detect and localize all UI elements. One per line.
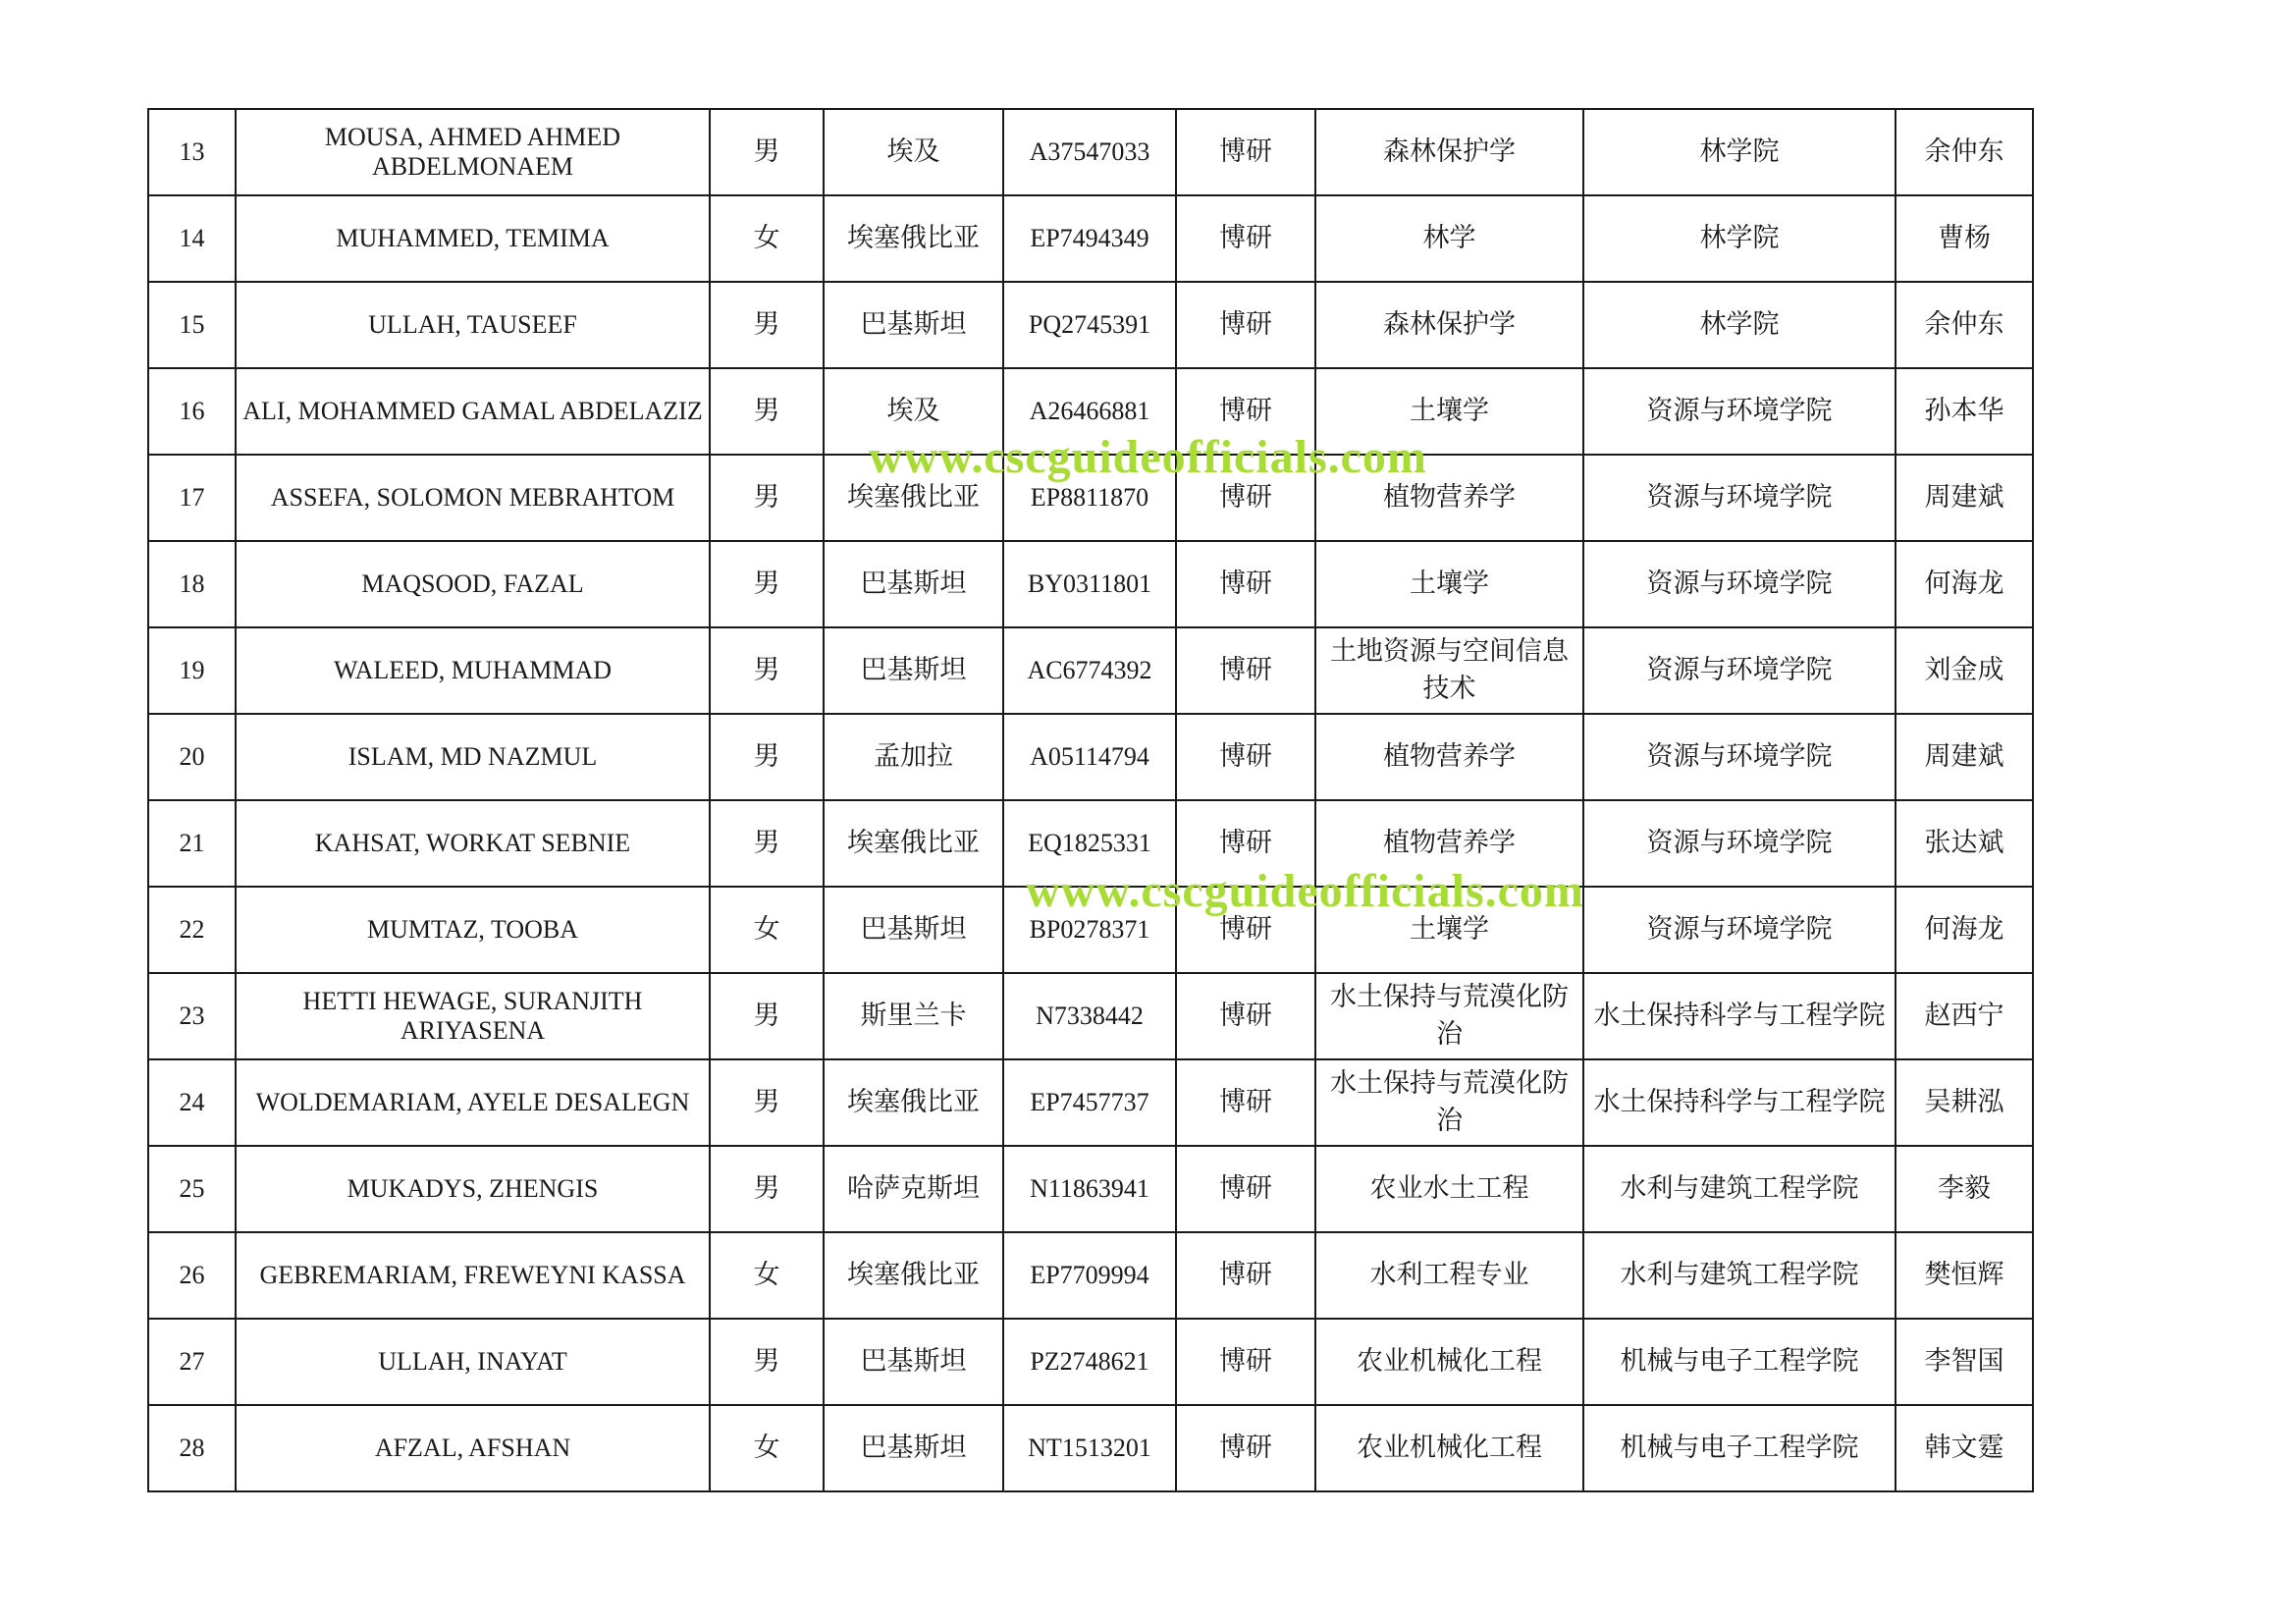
passport-number-cell: BP0278371: [1003, 887, 1176, 973]
name-cell: WALEED, MUHAMMAD: [236, 627, 710, 714]
supervisor-cell: 吴耕泓: [1896, 1059, 2033, 1146]
row-number-cell: 23: [148, 973, 236, 1059]
degree-type-cell: 博研: [1176, 800, 1315, 887]
passport-number-cell: A37547033: [1003, 109, 1176, 195]
gender-cell: 女: [710, 887, 824, 973]
major-cell: 农业机械化工程: [1315, 1319, 1583, 1405]
name-cell: ALI, MOHAMMED GAMAL ABDELAZIZ: [236, 368, 710, 455]
major-cell: 水利工程专业: [1315, 1232, 1583, 1319]
table-row: [148, 887, 2033, 973]
country-cell: 斯里兰卡: [824, 973, 1003, 1059]
name-cell: ULLAH, INAYAT: [236, 1319, 710, 1405]
college-cell: 林学院: [1583, 282, 1896, 368]
supervisor-cell: 余仲东: [1896, 282, 2033, 368]
supervisor-cell: 何海龙: [1896, 887, 2033, 973]
supervisor-cell: 张达斌: [1896, 800, 2033, 887]
gender-cell: 男: [710, 714, 824, 800]
gender-cell: 男: [710, 541, 824, 627]
degree-type-cell: 博研: [1176, 1146, 1315, 1232]
college-cell: 资源与环境学院: [1583, 455, 1896, 541]
college-cell: 资源与环境学院: [1583, 627, 1896, 714]
major-cell: 土壤学: [1315, 887, 1583, 973]
gender-cell: 男: [710, 109, 824, 195]
table-row: [148, 1232, 2033, 1319]
major-cell: 农业水土工程: [1315, 1146, 1583, 1232]
table-row: [148, 627, 2033, 714]
table-body: [148, 109, 2033, 1491]
major-cell: 森林保护学: [1315, 109, 1583, 195]
country-cell: 巴基斯坦: [824, 1319, 1003, 1405]
row-number-cell: 16: [148, 368, 236, 455]
gender-cell: 男: [710, 1059, 824, 1146]
country-cell: 哈萨克斯坦: [824, 1146, 1003, 1232]
country-cell: 巴基斯坦: [824, 887, 1003, 973]
table-row: [148, 1059, 2033, 1146]
country-cell: 巴基斯坦: [824, 282, 1003, 368]
degree-type-cell: 博研: [1176, 627, 1315, 714]
table-row: [148, 1319, 2033, 1405]
row-number-cell: 14: [148, 195, 236, 282]
degree-type-cell: 博研: [1176, 541, 1315, 627]
passport-number-cell: A05114794: [1003, 714, 1176, 800]
major-cell: 植物营养学: [1315, 455, 1583, 541]
name-cell: MAQSOOD, FAZAL: [236, 541, 710, 627]
major-cell: 农业机械化工程: [1315, 1405, 1583, 1491]
gender-cell: 女: [710, 1405, 824, 1491]
country-cell: 埃塞俄比亚: [824, 455, 1003, 541]
name-cell: WOLDEMARIAM, AYELE DESALEGN: [236, 1059, 710, 1146]
degree-type-cell: 博研: [1176, 109, 1315, 195]
college-cell: 水土保持科学与工程学院: [1583, 1059, 1896, 1146]
major-cell: 土壤学: [1315, 541, 1583, 627]
row-number-cell: 21: [148, 800, 236, 887]
passport-number-cell: EP7494349: [1003, 195, 1176, 282]
passport-number-cell: A26466881: [1003, 368, 1176, 455]
name-cell: ISLAM, MD NAZMUL: [236, 714, 710, 800]
table-row: [148, 1405, 2033, 1491]
country-cell: 埃及: [824, 368, 1003, 455]
table-row: [148, 1146, 2033, 1232]
name-cell: MUKADYS, ZHENGIS: [236, 1146, 710, 1232]
name-cell: HETTI HEWAGE, SURANJITH ARIYASENA: [236, 973, 710, 1059]
college-cell: 水利与建筑工程学院: [1583, 1146, 1896, 1232]
passport-number-cell: N11863941: [1003, 1146, 1176, 1232]
row-number-cell: 25: [148, 1146, 236, 1232]
gender-cell: 男: [710, 455, 824, 541]
name-cell: ASSEFA, SOLOMON MEBRAHTOM: [236, 455, 710, 541]
name-cell: KAHSAT, WORKAT SEBNIE: [236, 800, 710, 887]
degree-type-cell: 博研: [1176, 714, 1315, 800]
gender-cell: 女: [710, 1232, 824, 1319]
passport-number-cell: BY0311801: [1003, 541, 1176, 627]
supervisor-cell: 周建斌: [1896, 714, 2033, 800]
supervisor-cell: 曹杨: [1896, 195, 2033, 282]
degree-type-cell: 博研: [1176, 1059, 1315, 1146]
college-cell: 水利与建筑工程学院: [1583, 1232, 1896, 1319]
country-cell: 巴基斯坦: [824, 541, 1003, 627]
row-number-cell: 24: [148, 1059, 236, 1146]
passport-number-cell: N7338442: [1003, 973, 1176, 1059]
table-row: [148, 109, 2033, 195]
row-number-cell: 13: [148, 109, 236, 195]
degree-type-cell: 博研: [1176, 1232, 1315, 1319]
gender-cell: 男: [710, 1146, 824, 1232]
supervisor-cell: 刘金成: [1896, 627, 2033, 714]
supervisor-cell: 韩文霆: [1896, 1405, 2033, 1491]
row-number-cell: 19: [148, 627, 236, 714]
gender-cell: 男: [710, 1319, 824, 1405]
name-cell: ULLAH, TAUSEEF: [236, 282, 710, 368]
table-row: [148, 455, 2033, 541]
supervisor-cell: 赵西宁: [1896, 973, 2033, 1059]
passport-number-cell: PZ2748621: [1003, 1319, 1176, 1405]
gender-cell: 男: [710, 627, 824, 714]
degree-type-cell: 博研: [1176, 973, 1315, 1059]
supervisor-cell: 孙本华: [1896, 368, 2033, 455]
college-cell: 机械与电子工程学院: [1583, 1405, 1896, 1491]
row-number-cell: 26: [148, 1232, 236, 1319]
degree-type-cell: 博研: [1176, 1319, 1315, 1405]
country-cell: 埃塞俄比亚: [824, 1232, 1003, 1319]
major-cell: 森林保护学: [1315, 282, 1583, 368]
degree-type-cell: 博研: [1176, 195, 1315, 282]
row-number-cell: 17: [148, 455, 236, 541]
gender-cell: 男: [710, 368, 824, 455]
table-row: [148, 368, 2033, 455]
table-row: [148, 714, 2033, 800]
gender-cell: 男: [710, 973, 824, 1059]
college-cell: 林学院: [1583, 109, 1896, 195]
supervisor-cell: 周建斌: [1896, 455, 2033, 541]
degree-type-cell: 博研: [1176, 455, 1315, 541]
row-number-cell: 20: [148, 714, 236, 800]
passport-number-cell: EP7709994: [1003, 1232, 1176, 1319]
table-row: [148, 973, 2033, 1059]
student-list-table: [147, 108, 2034, 1492]
supervisor-cell: 何海龙: [1896, 541, 2033, 627]
major-cell: 林学: [1315, 195, 1583, 282]
college-cell: 资源与环境学院: [1583, 541, 1896, 627]
watermark: www.cscguideofficials.com: [1026, 865, 1584, 917]
college-cell: 水土保持科学与工程学院: [1583, 973, 1896, 1059]
supervisor-cell: 樊恒辉: [1896, 1232, 2033, 1319]
major-cell: 土地资源与空间信息技术: [1315, 627, 1583, 714]
major-cell: 水土保持与荒漠化防治: [1315, 973, 1583, 1059]
row-number-cell: 18: [148, 541, 236, 627]
name-cell: GEBREMARIAM, FREWEYNI KASSA: [236, 1232, 710, 1319]
college-cell: 资源与环境学院: [1583, 800, 1896, 887]
gender-cell: 男: [710, 800, 824, 887]
major-cell: 水土保持与荒漠化防治: [1315, 1059, 1583, 1146]
name-cell: AFZAL, AFSHAN: [236, 1405, 710, 1491]
country-cell: 埃塞俄比亚: [824, 1059, 1003, 1146]
country-cell: 巴基斯坦: [824, 627, 1003, 714]
passport-number-cell: EP8811870: [1003, 455, 1176, 541]
degree-type-cell: 博研: [1176, 1405, 1315, 1491]
passport-number-cell: AC6774392: [1003, 627, 1176, 714]
college-cell: 林学院: [1583, 195, 1896, 282]
table-row: [148, 282, 2033, 368]
college-cell: 资源与环境学院: [1583, 714, 1896, 800]
country-cell: 巴基斯坦: [824, 1405, 1003, 1491]
row-number-cell: 22: [148, 887, 236, 973]
supervisor-cell: 余仲东: [1896, 109, 2033, 195]
passport-number-cell: PQ2745391: [1003, 282, 1176, 368]
row-number-cell: 28: [148, 1405, 236, 1491]
country-cell: 埃塞俄比亚: [824, 195, 1003, 282]
major-cell: 土壤学: [1315, 368, 1583, 455]
passport-number-cell: EP7457737: [1003, 1059, 1176, 1146]
college-cell: 机械与电子工程学院: [1583, 1319, 1896, 1405]
country-cell: 孟加拉: [824, 714, 1003, 800]
degree-type-cell: 博研: [1176, 887, 1315, 973]
degree-type-cell: 博研: [1176, 368, 1315, 455]
table-row: [148, 800, 2033, 887]
country-cell: 埃塞俄比亚: [824, 800, 1003, 887]
gender-cell: 男: [710, 282, 824, 368]
name-cell: MUHAMMED, TEMIMA: [236, 195, 710, 282]
row-number-cell: 15: [148, 282, 236, 368]
college-cell: 资源与环境学院: [1583, 887, 1896, 973]
college-cell: 资源与环境学院: [1583, 368, 1896, 455]
supervisor-cell: 李智国: [1896, 1319, 2033, 1405]
passport-number-cell: EQ1825331: [1003, 800, 1176, 887]
supervisor-cell: 李毅: [1896, 1146, 2033, 1232]
major-cell: 植物营养学: [1315, 800, 1583, 887]
table-row: [148, 541, 2033, 627]
watermark: www.cscguideofficials.com: [869, 431, 1427, 483]
name-cell: MOUSA, AHMED AHMED ABDELMONAEM: [236, 109, 710, 195]
degree-type-cell: 博研: [1176, 282, 1315, 368]
row-number-cell: 27: [148, 1319, 236, 1405]
country-cell: 埃及: [824, 109, 1003, 195]
major-cell: 植物营养学: [1315, 714, 1583, 800]
passport-number-cell: NT1513201: [1003, 1405, 1176, 1491]
table-row: [148, 195, 2033, 282]
name-cell: MUMTAZ, TOOBA: [236, 887, 710, 973]
gender-cell: 女: [710, 195, 824, 282]
